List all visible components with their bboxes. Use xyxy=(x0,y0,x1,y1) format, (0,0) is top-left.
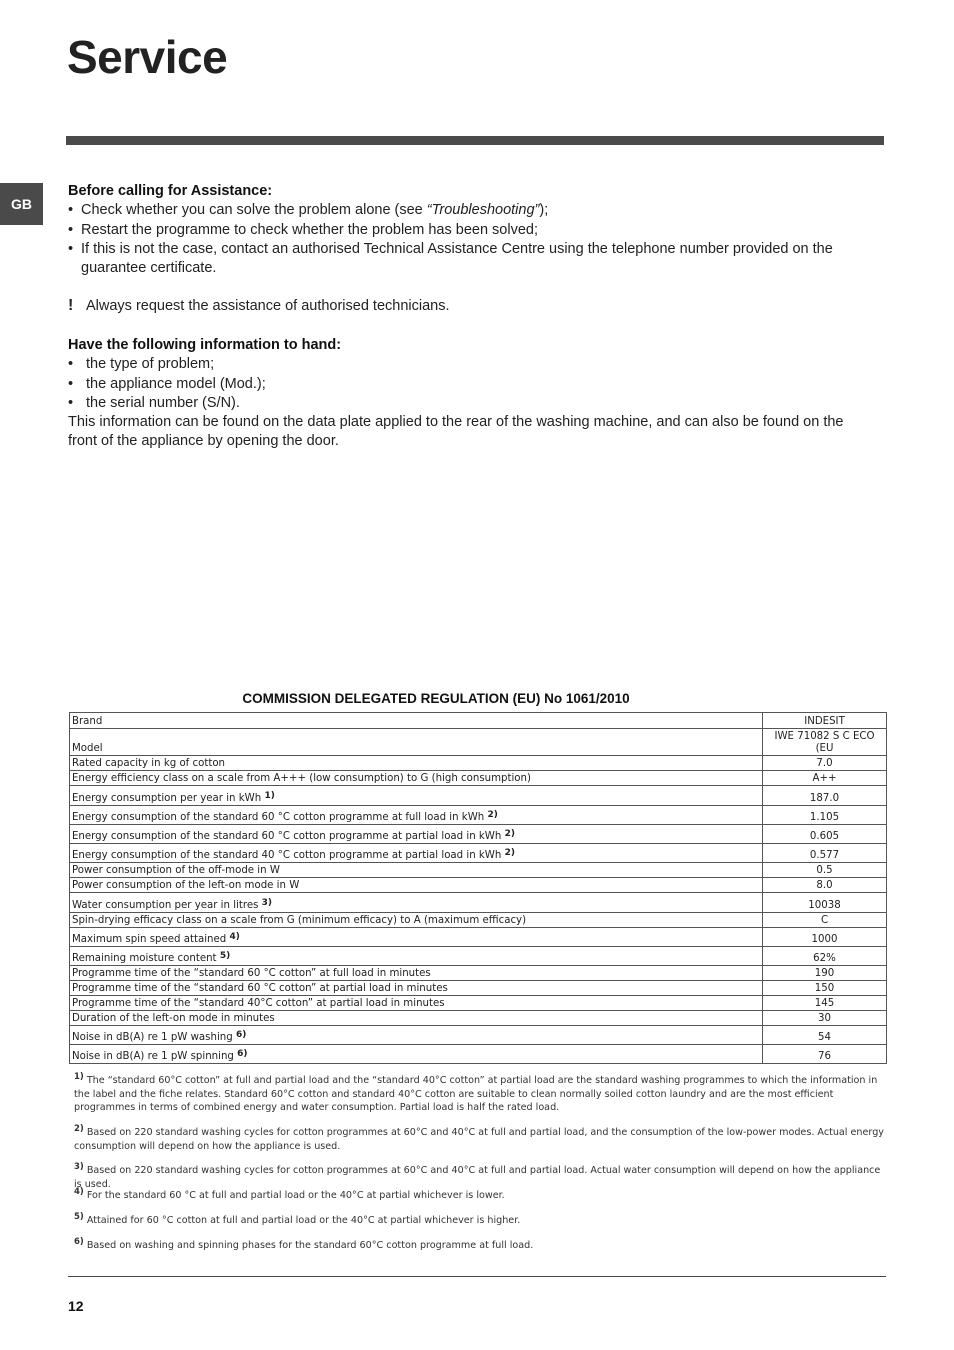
table-label-cell xyxy=(70,1045,763,1064)
table-label-cell xyxy=(70,771,763,786)
footnote-ref: 2) xyxy=(504,848,515,858)
info-paragraph: This information can be found on the data plate applied to the rear of the washing machine, and can also be found on the front of the appliance by opening the door. xyxy=(68,414,844,450)
table-label-cell xyxy=(70,1011,763,1026)
list-item-text: ); xyxy=(539,202,549,219)
footnote-mark: 6) xyxy=(74,1237,84,1247)
table-label-cell xyxy=(70,713,763,729)
footnote-text: Attained for 60 °C cotton at full and partial load or the 40°C at partial whichever is higher. xyxy=(86,1215,521,1227)
footnote-ref: 2) xyxy=(504,829,515,839)
table-row xyxy=(70,1011,887,1026)
table-value-cell: 30 xyxy=(763,1011,887,1026)
table-value-cell: INDESIT xyxy=(763,713,887,729)
table-row xyxy=(70,1026,887,1045)
info-section xyxy=(68,336,868,452)
table-row xyxy=(70,771,887,786)
row-label: Noise in dB(A) re 1 pW washing xyxy=(72,1032,233,1043)
table-label-cell xyxy=(70,996,763,1011)
list-item: • the serial number (S/N). xyxy=(68,394,868,413)
footnote-text: For the standard 60 °C at full and partial load or the 40°C at partial whichever is lower. xyxy=(86,1190,505,1202)
list-item: • If this is not the case, contact an authorised Technical Assistance Centre using the telephone number provided on the guarantee certificate. xyxy=(68,240,868,279)
footnote xyxy=(74,1071,886,1114)
table-row xyxy=(70,825,887,844)
footnote-mark: 1) xyxy=(74,1072,84,1082)
table-row xyxy=(70,966,887,981)
warning-note xyxy=(68,297,450,315)
table-row xyxy=(70,806,887,825)
table-value-cell: 150 xyxy=(763,981,887,996)
table-value-cell: 1.105 xyxy=(763,806,887,825)
info-list xyxy=(68,355,868,413)
table-value-cell: 76 xyxy=(763,1045,887,1064)
table-value-cell: 1000 xyxy=(763,928,887,947)
row-label: Power consumption of the off-mode in W xyxy=(72,865,280,876)
row-label: Model xyxy=(72,743,103,754)
table-row xyxy=(70,928,887,947)
regulation-table xyxy=(69,712,887,1064)
row-label: Energy consumption of the standard 60 °C cotton programme at partial load in kWh xyxy=(72,831,502,842)
table-label-cell xyxy=(70,863,763,878)
footnote-mark: 5) xyxy=(74,1212,84,1222)
table-value-cell: C xyxy=(763,913,887,928)
footnote xyxy=(74,1123,886,1153)
table-row xyxy=(70,863,887,878)
table-row xyxy=(70,878,887,893)
table-row xyxy=(70,913,887,928)
table-row xyxy=(70,713,887,729)
footnote-mark: 4) xyxy=(74,1187,84,1197)
table-value-cell: 7.0 xyxy=(763,756,887,771)
table-value-cell: 54 xyxy=(763,1026,887,1045)
footnote-text: Based on 220 standard washing cycles for cotton programmes at 60°C and 40°C at full and partial load. Actual water consumption will depend on how the appliance is used. xyxy=(74,1165,881,1190)
page-title: Service xyxy=(67,31,228,83)
table-label-cell xyxy=(70,844,763,863)
row-label: Programme time of the “standard 60 °C cotton” at full load in minutes xyxy=(72,968,431,979)
warning-text: Always request the assistance of authorised technicians. xyxy=(86,298,450,314)
table-label-cell xyxy=(70,878,763,893)
table-label-cell xyxy=(70,825,763,844)
page-number: 12 xyxy=(68,1298,84,1314)
table-label-cell xyxy=(70,966,763,981)
row-label: Maximum spin speed attained xyxy=(72,934,227,945)
footnote-text: The “standard 60°C cotton” at full and partial load and the “standard 40°C cotton” at partial load are the standard washing programmes to which the information in the label and the fiche relates. Standard 60°C cotton and standard 40°C cotton are suitable to clean normally soiled cotton laundry and are the most efficient programmes in terms of combined energy and water consumption. Partial load is half the rated load. xyxy=(74,1075,878,1113)
row-label: Remaining moisture content xyxy=(72,953,217,964)
table-value-cell: 8.0 xyxy=(763,878,887,893)
footnote-ref: 4) xyxy=(229,932,240,942)
regulation-title: COMMISSION DELEGATED REGULATION (EU) No 1061/2010 xyxy=(242,691,630,706)
row-label: Rated capacity in kg of cotton xyxy=(72,758,226,769)
table-label-cell xyxy=(70,786,763,806)
table-value-cell: 0.605 xyxy=(763,825,887,844)
table-value-cell: A++ xyxy=(763,771,887,786)
language-tab: GB xyxy=(0,183,43,225)
row-label: Energy consumption of the standard 40 °C cotton programme at partial load in kWh xyxy=(72,850,502,861)
footnote-ref: 2) xyxy=(487,810,498,820)
table-value-cell: 145 xyxy=(763,996,887,1011)
footnote xyxy=(74,1186,886,1203)
footnote-ref: 1) xyxy=(264,791,275,801)
table-label-cell xyxy=(70,913,763,928)
row-label: Noise in dB(A) re 1 pW spinning xyxy=(72,1051,234,1062)
table-label-cell xyxy=(70,756,763,771)
footnote-mark: 2) xyxy=(74,1124,84,1134)
list-item xyxy=(68,201,868,220)
table-value-cell: 0.5 xyxy=(763,863,887,878)
table-value-cell: IWE 71082 S C ECO (EU xyxy=(763,729,887,756)
table-label-cell xyxy=(70,947,763,966)
footnote xyxy=(74,1211,886,1228)
row-label: Programme time of the “standard 40°C cotton” at partial load in minutes xyxy=(72,998,445,1009)
table-row xyxy=(70,729,887,756)
row-label: Spin-drying efficacy class on a scale from G (minimum efficacy) to A (maximum efficacy) xyxy=(72,915,527,926)
footnote-text: Based on washing and spinning phases for the standard 60°C cotton programme at full load. xyxy=(86,1240,534,1252)
table-label-cell xyxy=(70,893,763,913)
assistance-list xyxy=(68,201,868,278)
header-rule xyxy=(66,136,884,145)
table-row xyxy=(70,981,887,996)
list-item-text: Check whether you can solve the problem alone (see xyxy=(81,202,427,219)
table-row xyxy=(70,947,887,966)
table-label-cell xyxy=(70,729,763,756)
table-value-cell: 187.0 xyxy=(763,786,887,806)
table-row xyxy=(70,756,887,771)
row-label: Energy consumption per year in kWh xyxy=(72,793,262,804)
table-row xyxy=(70,844,887,863)
assistance-section xyxy=(68,182,868,278)
table-row xyxy=(70,996,887,1011)
exclamation-icon: ! xyxy=(68,297,74,314)
table-label-cell xyxy=(70,981,763,996)
table-row xyxy=(70,893,887,913)
row-label: Programme time of the “standard 60 °C cotton” at partial load in minutes xyxy=(72,983,448,994)
row-label: Water consumption per year in litres xyxy=(72,900,259,911)
table-value-cell: 190 xyxy=(763,966,887,981)
table-row xyxy=(70,786,887,806)
footnote-ref: 5) xyxy=(219,951,231,961)
row-label: Power consumption of the left-on mode in W xyxy=(72,880,300,891)
row-label: Brand xyxy=(72,716,103,727)
table-label-cell xyxy=(70,1026,763,1045)
assistance-heading: Before calling for Assistance: xyxy=(68,183,273,199)
table-value-cell: 10038 xyxy=(763,893,887,913)
footnote-mark: 3) xyxy=(74,1162,84,1172)
info-heading: Have the following information to hand: xyxy=(68,337,342,353)
row-label: Energy consumption of the standard 60 °C cotton programme at full load in kWh xyxy=(72,812,485,823)
footnote-text: Based on 220 standard washing cycles for cotton programmes at 60°C and 40°C at full and partial load, and the consumption of the low-power modes. Actual energy consumption will depend on how the appliance is used. xyxy=(74,1127,884,1152)
footnote-ref: 6) xyxy=(235,1030,247,1040)
footnote xyxy=(74,1236,886,1253)
table-label-cell xyxy=(70,928,763,947)
footnote-ref: 3) xyxy=(261,898,273,908)
table-row xyxy=(70,1045,887,1064)
list-item: • the appliance model (Mod.); xyxy=(68,375,868,394)
row-label: Duration of the left-on mode in minutes xyxy=(72,1013,275,1024)
row-label: Energy efficiency class on a scale from A+++ (low consumption) to G (high consumption) xyxy=(72,773,531,784)
list-item: • Restart the programme to check whether the problem has been solved; xyxy=(68,221,868,240)
list-item: • the type of problem; xyxy=(68,355,868,374)
footer-rule xyxy=(68,1276,886,1277)
table-value-cell: 0.577 xyxy=(763,844,887,863)
table-label-cell xyxy=(70,806,763,825)
table-value-cell: 62% xyxy=(763,947,887,966)
troubleshooting-reference: “Troubleshooting” xyxy=(426,202,540,219)
footnote-ref: 6) xyxy=(237,1049,248,1059)
